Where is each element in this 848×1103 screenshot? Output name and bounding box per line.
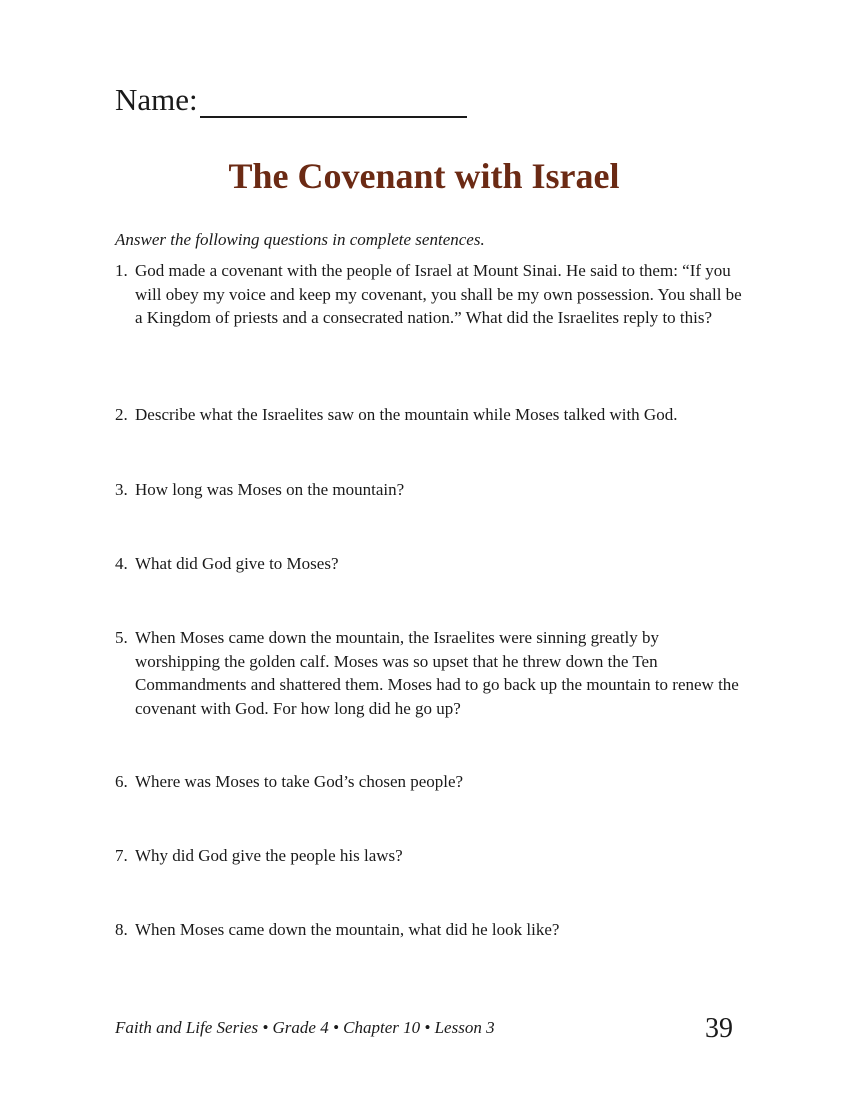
question-text: How long was Moses on the mountain? <box>135 480 405 499</box>
question-item <box>115 844 745 868</box>
question-number: 4. <box>115 554 128 573</box>
page-number: 39 <box>705 1013 733 1044</box>
question-item <box>115 478 745 502</box>
question-number: 7. <box>115 846 128 865</box>
page-title: The Covenant with Israel <box>228 156 620 196</box>
name-blank-line[interactable] <box>200 86 467 118</box>
question-text: When Moses came down the mountain, what did he look like? <box>135 920 560 939</box>
question-text: Why did God give the people his laws? <box>135 846 403 865</box>
question-number: 2. <box>115 405 128 424</box>
question-text: When Moses came down the mountain, the Israelites were sinning greatly by worshipping the golden calf. Moses was so upset that he threw down the Ten Commandments and shattered them. Moses had to go back up the mountain to renew the covenant with God. For how long did he go up? <box>135 628 739 718</box>
name-label: Name: <box>115 82 198 117</box>
instructions: Answer the following questions in complete sentences. <box>115 230 485 249</box>
question-text: What did God give to Moses? <box>135 554 339 573</box>
name-field <box>115 82 467 118</box>
question-number: 3. <box>115 480 128 499</box>
question-item <box>115 552 745 576</box>
footer-series: Faith and Life Series • Grade 4 • Chapter 10 • Lesson 3 <box>115 1018 495 1037</box>
question-text: Where was Moses to take God’s chosen people? <box>135 772 464 791</box>
question-number: 1. <box>115 261 128 280</box>
question-item <box>115 626 745 720</box>
question-number: 8. <box>115 920 128 939</box>
question-text: God made a covenant with the people of Israel at Mount Sinai. He said to them: “If you will obey my voice and keep my covenant, you shall be my own possession. You shall be a Kingdom of priests and a consecrated nation.” What did the Israelites reply to this? <box>135 261 742 327</box>
question-number: 5. <box>115 628 128 647</box>
question-item <box>115 403 745 427</box>
question-text: Describe what the Israelites saw on the mountain while Moses talked with God. <box>135 405 678 424</box>
question-number: 6. <box>115 772 128 791</box>
question-item <box>115 770 745 794</box>
question-item <box>115 918 745 942</box>
question-item <box>115 259 745 330</box>
